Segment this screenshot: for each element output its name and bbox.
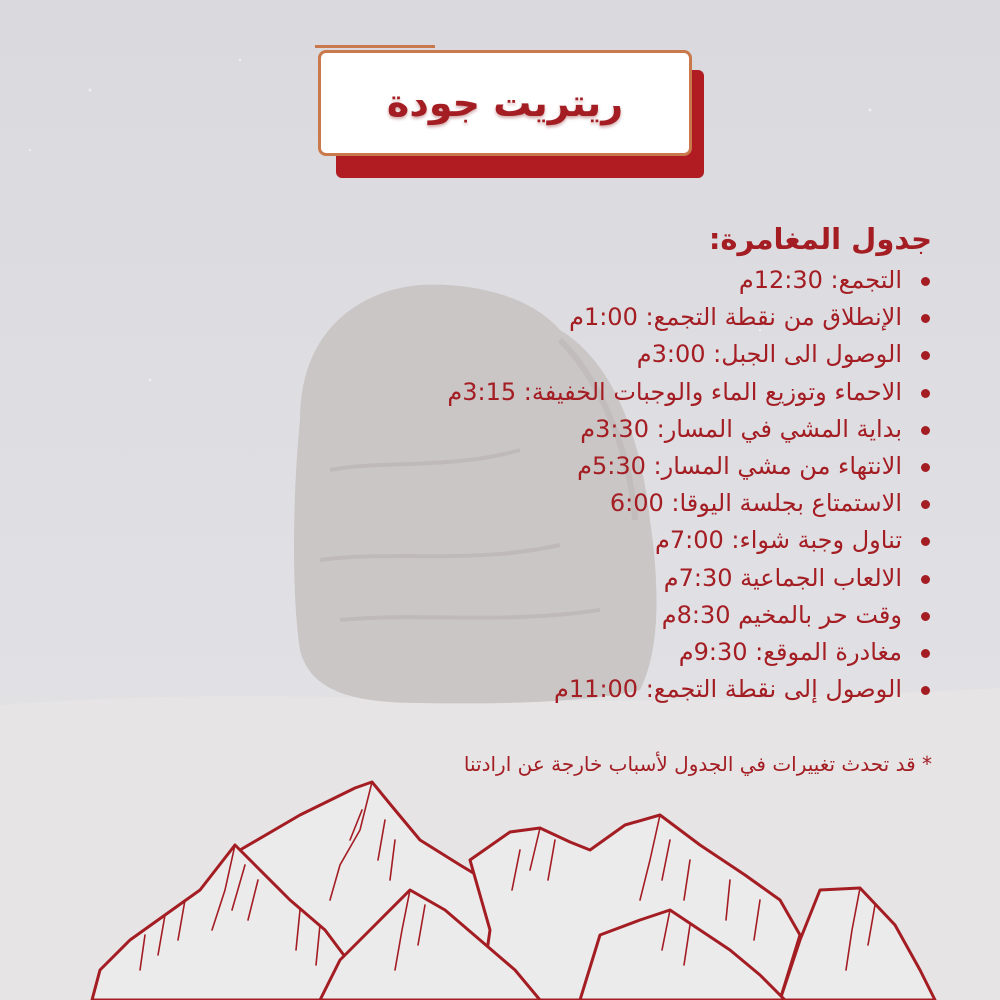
disclaimer-note: * قد تحدث تغييرات في الجدول لأسباب خارجة عن ارادتنا <box>463 752 932 776</box>
bullet-dot-icon <box>921 426 930 435</box>
title-card-frame <box>318 50 692 156</box>
schedule-item-text: الانتهاء من مشي المسار: 5:30م <box>577 452 902 481</box>
bullet-dot-icon <box>921 500 930 509</box>
bullet-dot-icon <box>921 314 930 323</box>
schedule-item-text: تناول وجبة شواء: 7:00م <box>655 526 902 555</box>
schedule-item <box>312 634 932 671</box>
schedule-item <box>312 448 932 485</box>
title-card <box>318 50 696 160</box>
schedule-item-text: الالعاب الجماعية 7:30م <box>663 563 902 592</box>
schedule-item <box>312 262 932 299</box>
title-accent-line <box>315 45 435 48</box>
schedule-item <box>312 411 932 448</box>
schedule-item-text: التجمع: 12:30م <box>738 266 902 294</box>
mountain-sketch-illustration <box>0 770 1000 1000</box>
schedule-item <box>312 485 932 522</box>
schedule-item <box>312 374 932 411</box>
schedule-item <box>312 560 932 597</box>
schedule-item <box>312 522 932 559</box>
schedule-item <box>312 671 932 708</box>
schedule-item-text: الوصول الى الجبل: 3:00م <box>636 340 902 369</box>
schedule-item-text: الوصول إلى نقطة التجمع: 11:00م <box>554 675 902 704</box>
schedule-section <box>312 222 932 708</box>
bullet-dot-icon <box>921 537 930 546</box>
bullet-dot-icon <box>921 575 930 584</box>
schedule-item-text: وقت حر بالمخيم 8:30م <box>661 600 902 629</box>
bullet-dot-icon <box>921 649 930 658</box>
bullet-dot-icon <box>921 612 930 621</box>
schedule-heading: جدول المغامرة: <box>708 222 932 256</box>
schedule-item <box>312 336 932 373</box>
schedule-list <box>312 262 932 708</box>
schedule-item <box>312 597 932 634</box>
bullet-dot-icon <box>921 686 930 695</box>
bullet-dot-icon <box>921 277 930 286</box>
schedule-item-text: مغادرة الموقع: 9:30م <box>678 638 902 667</box>
bullet-dot-icon <box>921 351 930 360</box>
bullet-dot-icon <box>921 389 930 398</box>
schedule-item-text: بداية المشي في المسار: 3:30م <box>580 414 902 443</box>
schedule-item-text: الاستمتاع بجلسة اليوقا: 6:00 <box>609 489 902 518</box>
bullet-dot-icon <box>921 463 930 472</box>
schedule-item <box>312 299 932 336</box>
schedule-item-text: الاحماء وتوزيع الماء والوجبات الخفيفة: 3:15م <box>447 377 902 406</box>
page-title: ريتريت جودة <box>386 81 624 125</box>
schedule-item-text: الإنطلاق من نقطة التجمع: 1:00م <box>569 303 902 332</box>
